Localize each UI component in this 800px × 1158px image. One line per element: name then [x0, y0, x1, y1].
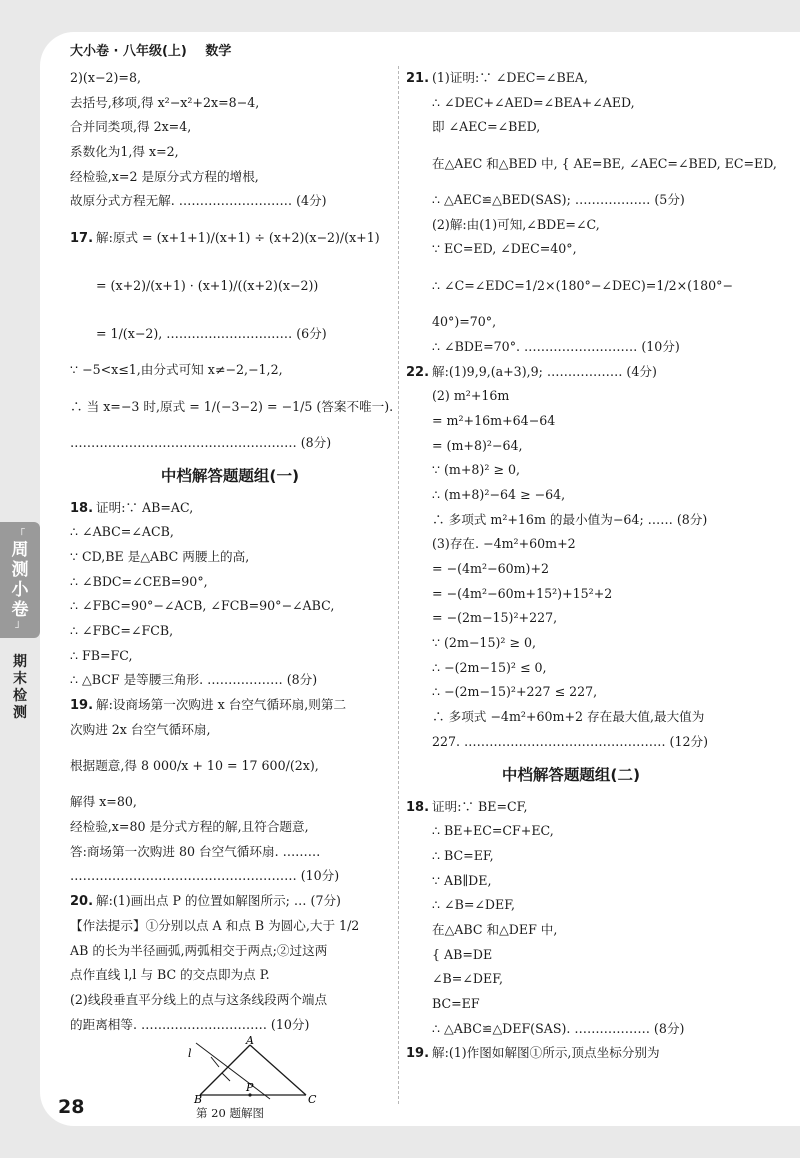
text-line: = m²+16m+64−64 — [432, 412, 556, 428]
text-line: ……………………………………………… (10分) — [70, 868, 340, 884]
solution-text: 证明:∵ BE=CF, — [432, 798, 528, 814]
figure-caption: 第 20 题解图 — [196, 1106, 264, 1121]
running-header — [70, 40, 245, 59]
column-divider — [398, 66, 399, 1104]
text-line: 在△AEC 和△BED 中, { AE=BE, ∠AEC=∠BED, EC=ED, — [432, 156, 777, 172]
solution-text: 解:原式 = (x+1+1)/(x+1) ÷ (x+2)(x−2)/(x+1) — [96, 230, 380, 246]
text-line: (2)线段垂直平分线上的点与这条线段两个端点 — [70, 991, 328, 1007]
text-line: 即 ∠AEC=∠BED, — [432, 119, 541, 135]
arc-mark — [211, 1057, 219, 1067]
question-number: 22. — [406, 364, 430, 380]
text-line: (3)存在. −4m²+60m+2 — [432, 536, 576, 552]
text-line: ∴ (m+8)²−64 ≥ −64, — [432, 486, 566, 502]
text-line: ∵ EC=ED, ∠DEC=40°, — [432, 241, 577, 257]
text-line: 根据题意,得 8 000/x + 10 = 17 600/(2x), — [70, 758, 319, 774]
tab-char: 测 — [13, 705, 27, 721]
text-line: ∵ CD,BE 是△ABC 两腰上的高, — [70, 548, 250, 564]
question-21 — [406, 66, 777, 360]
question-22 — [406, 360, 736, 755]
side-ab — [200, 1045, 250, 1095]
solution-text: 证明:∵ AB=AC, — [96, 499, 194, 515]
text-line: ∵ (2m−15)² ≥ 0, — [432, 635, 536, 651]
question-18 — [70, 496, 390, 694]
tab-char: 末 — [13, 671, 27, 687]
tab-char: 周 — [11, 540, 29, 560]
text-line: 故原分式方程无解. ……………………… (4分) — [70, 193, 327, 209]
text-line: 经检验,x=2 是原分式方程的增根, — [70, 168, 259, 184]
side-tab-weekly-quiz[interactable] — [0, 522, 40, 638]
text-line: 次购进 2x 台空气循环扇, — [70, 721, 211, 737]
line-l — [196, 1043, 270, 1099]
section-title: 中档解答题题组(一) — [160, 466, 300, 485]
solution-text: (1)证明:∵ ∠DEC=∠BEA, — [432, 70, 588, 85]
tab-char: 测 — [11, 560, 29, 580]
text-line — [406, 66, 736, 91]
text-line — [70, 214, 390, 262]
q16-continued — [70, 66, 390, 214]
label-b: B — [194, 1093, 203, 1107]
text-line: ∠B=∠DEF, — [432, 971, 503, 987]
text-line: 【作法提示】①分别以点 A 和点 B 为圆心,大于 1/2 — [70, 917, 360, 933]
text-line: 的距离相等. ………………………… (10分) — [70, 1016, 310, 1032]
label-c: C — [308, 1093, 317, 1107]
solution-text: 解:(1)9,9,(a+3),9; ……………… (4分) — [432, 363, 657, 379]
question-20 — [70, 889, 390, 1037]
text-line — [406, 360, 736, 385]
text-line: ∴ FB=FC, — [70, 647, 133, 663]
text-line: ∴ ∠FBC=∠FCB, — [70, 622, 174, 638]
text-line: = −(2m−15)²+227, — [432, 610, 558, 626]
text-line: 合并同类项,得 2x=4, — [70, 119, 192, 135]
text-line: 解得 x=80, — [70, 794, 137, 810]
text-line: ……………………………………………… (8分) — [70, 434, 332, 450]
text-line: AB 的长为半径画弧,两弧相交于两点;②过这两 — [70, 942, 328, 958]
text-line: { AB=DE — [432, 946, 493, 962]
page-number: 28 — [58, 1096, 85, 1118]
text-line: (2) m²+16m — [432, 388, 510, 404]
text-line: ∵ (m+8)² ≥ 0, — [432, 462, 520, 478]
text-line: ∴ −(2m−15)²+227 ≤ 227, — [432, 684, 598, 700]
label-l: l — [188, 1047, 192, 1061]
text-line: ∴ ∠DEC+∠AED=∠BEA+∠AED, — [432, 94, 635, 110]
text-line: 40°)=70°, — [432, 314, 497, 330]
question-number: 19. — [406, 1046, 430, 1062]
right-column — [406, 66, 777, 1066]
question-number: 17. — [70, 231, 94, 247]
text-line: ∴ −(2m−15)² ≤ 0, — [432, 659, 547, 675]
tab-char: 小 — [11, 580, 29, 600]
text-line: = (x+2)/(x+1) · (x+1)/((x+2)(x−2)) — [96, 278, 319, 294]
page-sheet — [40, 32, 800, 1126]
text-line: BC=EF — [432, 996, 480, 1011]
text-line: = 1/(x−2), ………………………… (6分) — [96, 326, 327, 342]
text-line: = (m+8)²−64, — [432, 437, 523, 453]
bracket-mark: 「 — [15, 529, 25, 540]
text-line: ∴ ∠FBC=90°−∠ACB, ∠FCB=90°−∠ABC, — [70, 598, 335, 614]
text-line: 在△ABC 和△DEF 中, — [432, 921, 558, 937]
text-line — [70, 693, 390, 718]
question-number: 21. — [406, 71, 430, 86]
text-line: 227. ………………………………………… (12分) — [432, 733, 708, 749]
side-tab-final-exam[interactable] — [0, 646, 40, 730]
triangle-diagram — [70, 1034, 390, 1107]
text-line: ∴ BE+EC=CF+EC, — [432, 823, 554, 839]
text-line: 经检验,x=80 是分式方程的解,且符合题意, — [70, 819, 309, 835]
text-line — [406, 795, 736, 820]
text-line: ∴ 多项式 m²+16m 的最小值为−64; …… (8分) — [432, 511, 708, 527]
solution-text: 解:(1)画出点 P 的位置如解图所示; … (7分) — [96, 893, 341, 909]
solution-text: 解:(1)作图如解图①所示,顶点坐标分别为 — [432, 1045, 660, 1061]
text-line: 点作直线 l,l 与 BC 的交点即为点 P. — [70, 967, 270, 983]
tab-char: 卷 — [11, 600, 29, 620]
left-column — [70, 66, 394, 1123]
question-number: 18. — [70, 500, 94, 516]
text-line: ∴ 多项式 −4m²+60m+2 存在最大值,最大值为 — [432, 709, 705, 725]
text-line: = −(4m²−60m)+2 — [432, 561, 550, 576]
text-line: ∵ AB∥DE, — [432, 872, 492, 888]
text-line: ∴ △AEC≌△BED(SAS); ……………… (5分) — [432, 192, 685, 208]
question-number: 19. — [70, 698, 94, 713]
question-19b — [406, 1041, 736, 1066]
text-line: ∴ ∠C=∠EDC=1/2×(180°−∠DEC)=1/2×(180°− — [432, 278, 733, 294]
text-line — [70, 889, 390, 914]
text-line: (2)解:由(1)可知,∠BDE=∠C, — [432, 216, 600, 232]
solution-text: 解:设商场第一次购进 x 台空气循环扇,则第二 — [96, 697, 347, 712]
label-p: P — [246, 1081, 254, 1095]
text-line: ∴ ∠BDE=70°. ……………………… (10分) — [432, 338, 680, 354]
tab-char: 检 — [13, 688, 27, 704]
text-line — [70, 496, 390, 521]
label-a: A — [246, 1034, 254, 1048]
question-18b — [406, 795, 736, 1042]
question-number: 18. — [406, 799, 430, 815]
text-line: ∴ 当 x=−3 时,原式 = 1/(−3−2) = −1/5 (答案不唯一). — [70, 398, 394, 414]
text-line — [406, 1041, 736, 1066]
text-line: 系数化为1,得 x=2, — [70, 144, 179, 160]
text-line: ∴ BC=EF, — [432, 847, 494, 863]
tab-char: 期 — [13, 654, 27, 670]
text-line: 2)(x−2)=8, — [70, 70, 141, 85]
text-line: ∴ ∠ABC=∠ACB, — [70, 524, 174, 540]
book-title: 大小卷 · 八年级(上) — [70, 44, 187, 59]
question-number: 20. — [70, 894, 94, 910]
text-line: ∴ ∠BDC=∠CEB=90°, — [70, 573, 208, 589]
subject-label: 数学 — [205, 44, 232, 59]
text-line: 去括号,移项,得 x²−x²+2x=8−4, — [70, 94, 260, 110]
side-ac — [250, 1045, 306, 1095]
text-line: ∴ △BCF 是等腰三角形. ……………… (8分) — [70, 672, 318, 688]
text-line: ∴ ∠B=∠DEF, — [432, 897, 515, 913]
question-19 — [70, 693, 390, 889]
text-line: ∵ −5<x≤1,由分式可知 x≠−2,−1,2, — [70, 362, 283, 378]
text-line: ∴ △ABC≌△DEF(SAS). ……………… (8分) — [432, 1020, 685, 1036]
section-title: 中档解答题题组(二) — [501, 765, 641, 784]
bracket-mark: 」 — [15, 619, 25, 630]
question-17 — [70, 214, 394, 455]
text-line: = −(4m²−60m+15²)+15²+2 — [432, 585, 613, 601]
text-line: 答:商场第一次购进 80 台空气循环扇. ……… — [70, 843, 321, 859]
q20-figure — [70, 1034, 390, 1107]
arc-mark — [222, 1073, 230, 1081]
